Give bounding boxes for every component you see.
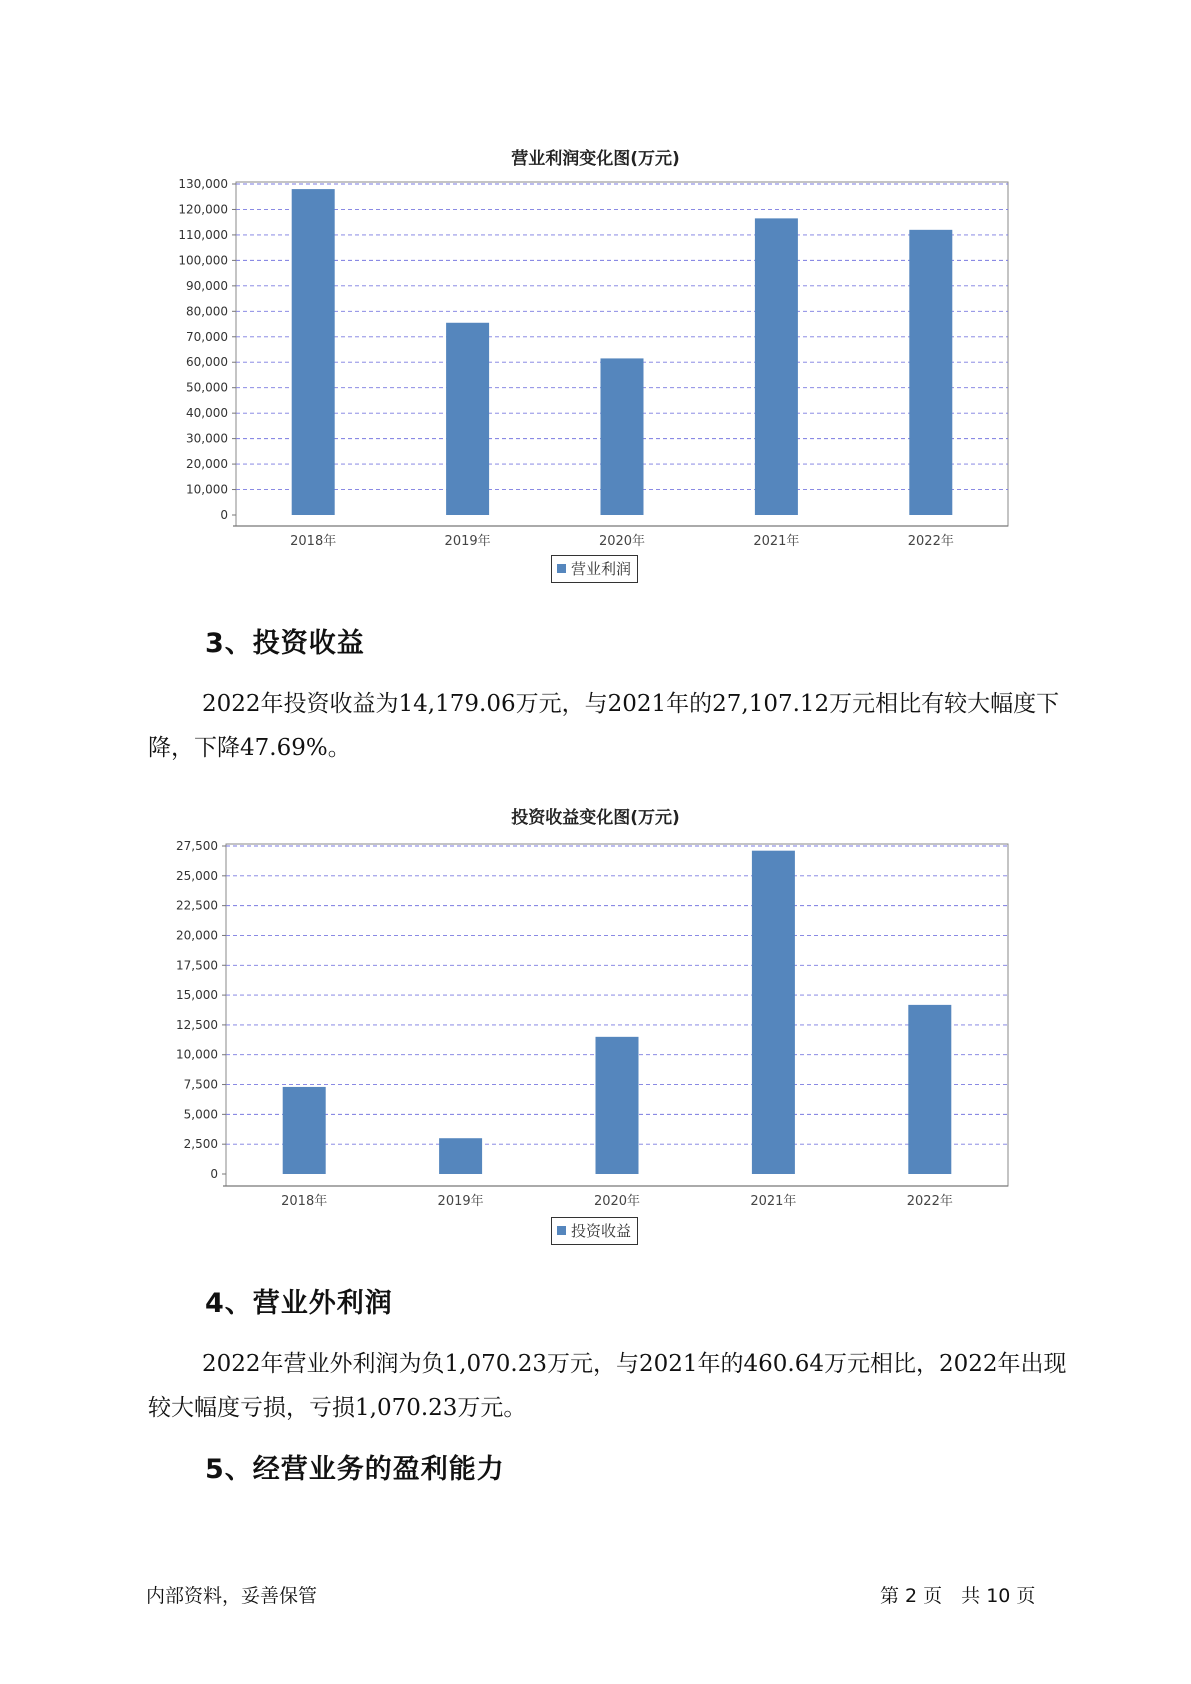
x-tick-label: 2018年 [290,534,337,549]
legend-swatch [557,1226,566,1235]
y-tick-label: 10,000 [176,1047,218,1062]
y-tick-label: 120,000 [178,202,228,217]
y-tick-label: 20,000 [176,928,218,943]
footer-page-number: 第 2 页 共 10 页 [880,1585,1036,1607]
x-tick-label: 2020年 [598,534,646,549]
y-tick-label: 90,000 [186,278,228,293]
section-heading-non-operating-profit: 4、营业外利润 [205,1288,393,1319]
y-tick-label: 80,000 [186,304,228,319]
y-tick-label: 40,000 [186,406,228,421]
y-tick-label: 27,500 [176,839,218,853]
x-tick-label: 2020年 [593,1194,641,1209]
bar [439,1138,482,1174]
bar [908,1005,951,1174]
paragraph-non-operating-profit [148,1342,1084,1430]
bar [752,851,795,1174]
y-tick-label: 2,500 [183,1137,218,1152]
y-tick-label: 30,000 [186,431,228,446]
x-tick-label: 2021年 [750,1194,797,1209]
bar [283,1087,326,1174]
y-tick-label: 10,000 [186,482,228,497]
y-tick-label: 0 [220,508,228,522]
x-tick-label: 2019年 [437,1194,484,1209]
y-tick-label: 25,000 [176,868,218,883]
paragraph-text: 2022年营业外利润为负1,070.23万元，与2021年的460.64万元相比，2022年出现较大幅度亏损，亏损1,070.23万元。 [148,1351,1067,1421]
y-tick-label: 130,000 [178,177,228,191]
y-tick-label: 12,500 [176,1017,218,1032]
y-tick-label: 20,000 [186,457,228,472]
y-tick-label: 110,000 [178,227,228,242]
y-tick-label: 7,500 [183,1077,218,1092]
x-tick-label: 2022年 [906,1194,953,1209]
x-tick-label: 2022年 [907,534,954,549]
chart-title: 投资收益变化图(万元) [511,808,680,828]
x-tick-label: 2019年 [444,534,491,549]
legend-label: 投资收益 [571,1222,632,1240]
y-tick-label: 17,500 [176,958,218,973]
y-tick-label: 60,000 [186,355,228,370]
paragraph-text: 2022年投资收益为14,179.06万元，与2021年的27,107.12万元相比有较大幅度下降，下降47.69%。 [148,691,1060,761]
bar [596,1037,639,1174]
y-tick-label: 50,000 [186,380,228,395]
x-tick-label: 2018年 [281,1194,328,1209]
y-tick-label: 100,000 [178,253,228,268]
chart-title: 营业利润变化图(万元) [511,149,680,169]
section-heading-investment-income: 3、投资收益 [205,628,365,659]
footer-left: 内部资料，妥善保管 [146,1585,318,1607]
y-tick-label: 5,000 [183,1107,218,1122]
y-tick-label: 70,000 [186,329,228,344]
section-heading-profitability: 5、经营业务的盈利能力 [205,1454,505,1485]
y-tick-label: 15,000 [176,988,218,1003]
chart-legend [551,1217,638,1245]
x-tick-label: 2021年 [753,534,800,549]
legend-label: 营业利润 [571,560,632,578]
y-tick-label: 22,500 [176,898,218,913]
y-tick-label: 0 [210,1167,218,1181]
